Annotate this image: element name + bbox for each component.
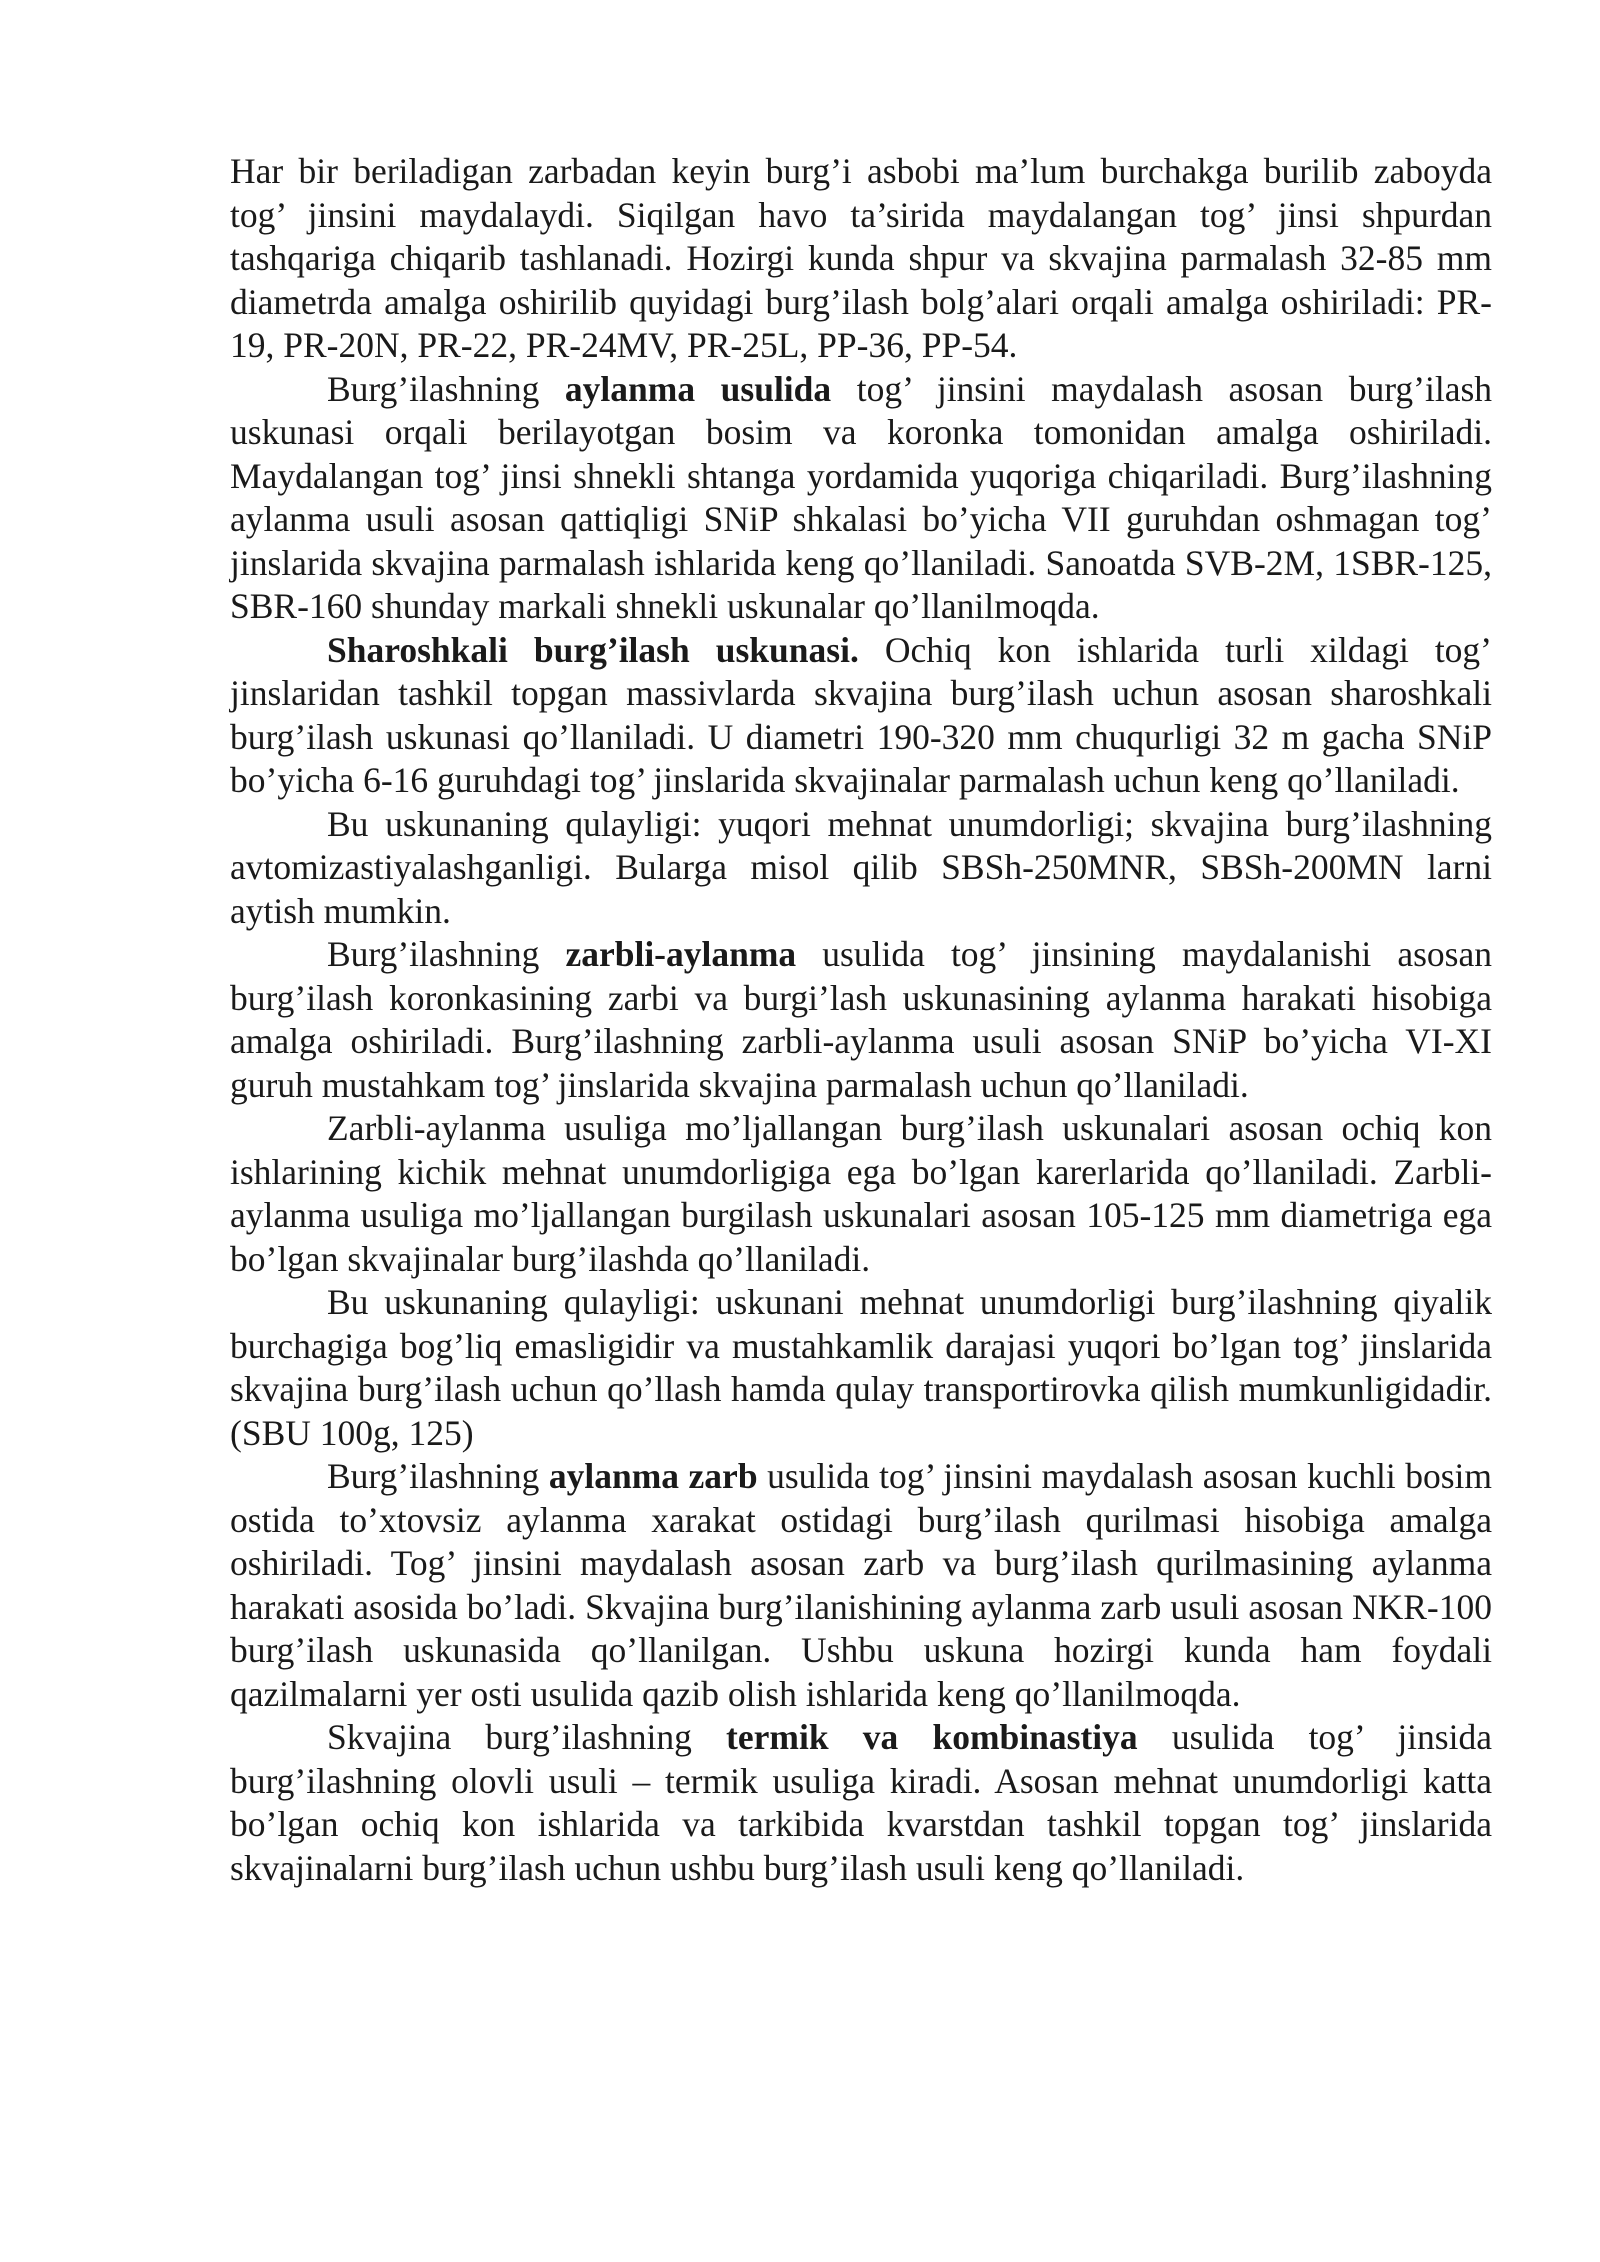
paragraph-text: Zarbli-aylanma usuliga mo’ljallangan burg’ilash uskunalari asosan ochiq kon ishlarining kichik mehnat unumdorligiga ega bo’lgan karerlarida qo’llaniladi. Zarbli-aylanma usuliga mo’ljallangan burgilash uskunalari asosan 105-125 mm diametriga ega bo’lgan skvajinalar burg’ilashda qo’llaniladi. bbox=[230, 1108, 1492, 1279]
paragraph-text-pre: Burg’ilashning bbox=[327, 368, 565, 409]
paragraph-3 bbox=[230, 629, 1492, 803]
paragraph-8 bbox=[230, 1455, 1492, 1716]
paragraph-7 bbox=[230, 1281, 1492, 1455]
paragraph-emphasis: termik va kombinastiya bbox=[726, 1717, 1138, 1757]
paragraph-6 bbox=[230, 1107, 1492, 1281]
paragraph-emphasis: aylanma usulida bbox=[564, 368, 832, 409]
paragraph-text: Bu uskunaning qulayligi: yuqori mehnat unumdorligi; skvajina burg’ilashning avtomizastiyalashganligi. Bularga misol qilib SBSh-250MNR, SBSh-200MN larni aytish mumkin. bbox=[230, 803, 1492, 931]
paragraph-text-pre: Burg’ilashning bbox=[327, 1456, 549, 1496]
paragraph-text: Har bir beriladigan zarbadan keyin burg’i asbobi ma’lum burchakga burilib zaboyda tog’ jinsini maydalaydi. Siqilgan havo ta’sirida maydalangan tog’ jinsi shpurdan tashqariga chiqarib tashlanadi. Hozirgi kunda shpur va skvajina parmalash 32-85 mm diametrda amalga oshirilib quyidagi burg’ilash bolg’alari orqali amalga oshiriladi: PR-19, PR-20N, PR-22, PR-24MV, PR-25L, PP-36, PP-54. bbox=[230, 151, 1492, 365]
paragraph-2 bbox=[230, 368, 1492, 629]
paragraph-4 bbox=[230, 803, 1492, 934]
paragraph-text-pre: Burg’ilashning bbox=[327, 934, 566, 974]
paragraph-text-post: Ochiq kon ishlarida turli xildagi tog’ jinslaridan tashkil topgan massivlarda skvajina burg’ilash uchun asosan sharoshkali burg’ilash uskunasi qo’llaniladi. U diametri 190-320 mm chuqurligi 32 m gacha SNiP bo’yicha 6-16 guruhdagi tog’ jinslarida skvajinalar parmalash uchun keng qo’llaniladi. bbox=[230, 629, 1493, 800]
paragraph-text: Bu uskunaning qulayligi: uskunani mehnat unumdorligi burg’ilashning qiyalik burchagiga bog’liq emasligidir va mustahkamlik darajasi yuqori bo’lgan tog’ jinslarida skvajina burg’ilash uchun qo’llash hamda qulay transportirovka qilish mumkunligidadir.(SBU 100g, 125) bbox=[230, 1282, 1492, 1453]
paragraph-text-pre: Skvajina burg’ilashning bbox=[327, 1717, 727, 1757]
paragraph-9 bbox=[230, 1716, 1492, 1890]
paragraph-text-post: usulida tog’ jinsida burg’ilashning olovli usuli – termik usuliga kiradi. Asosan mehnat unumdorligi katta bo’lgan ochiq kon ishlarida va tarkibida kvarstdan tashkil topgan tog’ jinslarida skvajinalarni burg’ilash uchun ushbu burg’ilash usuli keng qo’llaniladi. bbox=[230, 1717, 1492, 1888]
paragraph-text-post: usulida tog’ jinsining maydalanishi asosan burg’ilash koronkasining zarbi va burgi’lash uskunasining aylanma harakati hisobiga amalga oshiriladi. Burg’ilashning zarbli-aylanma usuli asosan SNiP bo’yicha VI-XI guruh mustahkam tog’ jinslarida skvajina parmalash uchun qo’llaniladi. bbox=[230, 934, 1493, 1105]
paragraph-text-post: usulida tog’ jinsini maydalash asosan kuchli bosim ostida to’xtovsiz aylanma xarakat ostidagi burg’ilash qurilmasi hisobiga amalga oshiriladi. Tog’ jinsini maydalash asosan zarb va burg’ilash qurilmasining aylanma harakati asosida bo’ladi. Skvajina burg’ilanishining aylanma zarb usuli asosan NKR-100 burg’ilash uskunasida qo’llanilgan. Ushbu uskuna hozirgi kunda ham foydali qazilmalarni yer osti usulida qazib olish ishlarida keng qo’llanilmoqda. bbox=[230, 1456, 1493, 1714]
paragraph-text-post: tog’ jinsini maydalash asosan burg’ilash uskunasi orqali berilayotgan bosim va koronka tomonidan amalga oshiriladi. Maydalangan tog’ jinsi shnekli shtanga yordamida yuqoriga chiqariladi. Burg’ilashning aylanma usuli asosan qattiqligi SNiP shkalasi bo’yicha VII guruhdan oshmagan tog’ jinslarida skvajina parmalash ishlarida keng qo’llaniladi. Sanoatda SVB-2M, 1SBR-125, SBR-160 shunday markali shnekli uskunalar qo’llanilmoqda. bbox=[230, 368, 1493, 626]
paragraph-5 bbox=[230, 933, 1492, 1107]
paragraph-emphasis: Sharoshkali burg’ilash uskunasi. bbox=[327, 629, 859, 670]
paragraph-emphasis: aylanma zarb bbox=[548, 1456, 758, 1496]
paragraph-emphasis: zarbli-aylanma bbox=[565, 934, 797, 974]
document-page bbox=[230, 150, 1492, 1890]
paragraph-1 bbox=[230, 150, 1492, 368]
